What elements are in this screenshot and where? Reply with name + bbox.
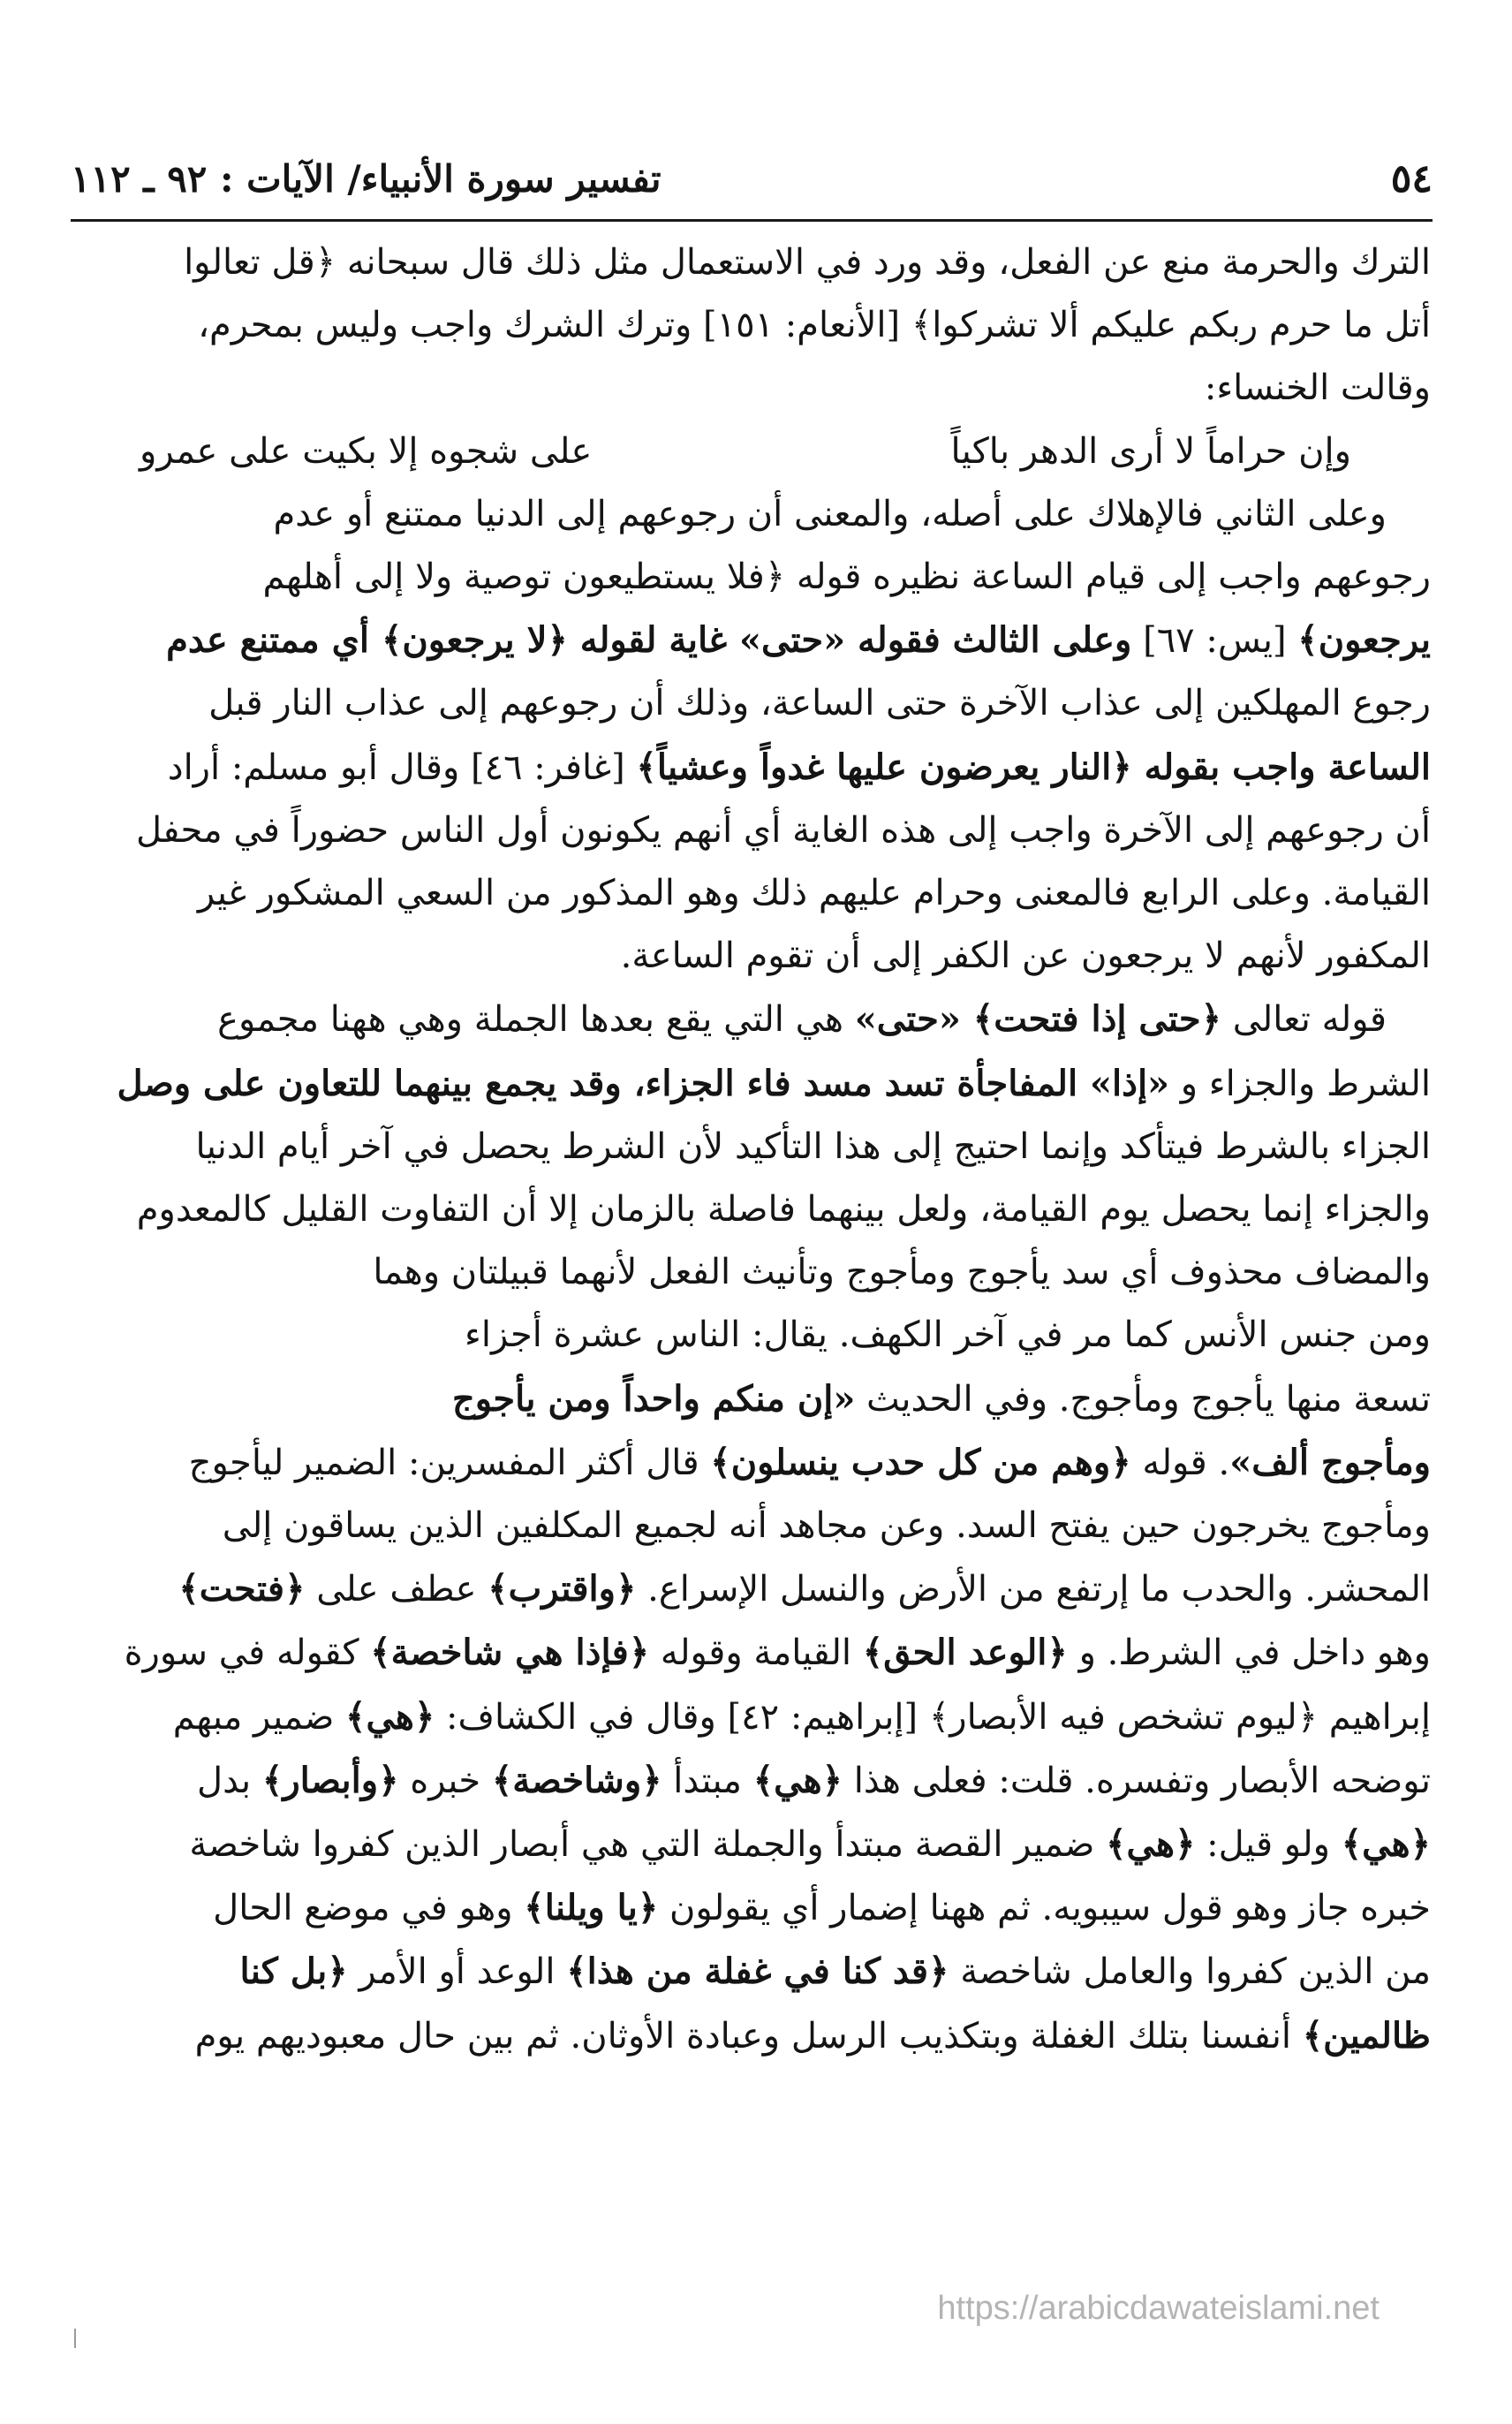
text-line: رجوعهم واجب إلى قيام الساعة نظيره قوله ﴿فلا يستطيعون توصية ولا إلى أهلهم <box>262 557 1431 598</box>
plain-text: تسعة منها يأجوج ومأجوج. وفي الحديث <box>855 1378 1431 1420</box>
plain-text: ولو قيل: <box>1195 1824 1342 1866</box>
plain-text: وهو في موضع الحال <box>213 1888 525 1929</box>
plain-text: المحشر. والحدب ما إرتفع من الأرض والنسل الإسراع. <box>636 1569 1431 1610</box>
quran-quote: ﴿هي﴾ <box>752 1759 843 1801</box>
plain-text: خبره جاز وهو قول سيبويه. ثم ههنا إضمار أي يقولون <box>658 1888 1431 1929</box>
quran-quote: ﴿فإذا هي شاخصة﴾ <box>370 1632 650 1674</box>
hadith-quote: ومأجوج ألف» <box>1229 1441 1431 1483</box>
plain-text: القيامة وقوله <box>649 1632 863 1674</box>
plain-text: قال أكثر المفسرين: الضمير ليأجوج <box>188 1442 711 1483</box>
text-line: القيامة. وعلى الرابع فالمعنى وحرام عليهم ذلك وهو المذكور من السعي المشكور غير <box>197 873 1431 914</box>
bold-text: وعلى الثالث فقوله «حتى» غاية لقوله ﴿لا يرجعون﴾ <box>381 619 1132 662</box>
text-line <box>78 1052 1431 1116</box>
plain-text: هي التي يقع بعدها الجملة وهي ههنا مجموع <box>217 999 855 1041</box>
running-title: تفسير سورة الأنبياء/ الآيات : ٩٢ ـ ١١٢ <box>71 157 662 201</box>
quran-quote: ﴿حتى إذا فتحت﴾ «حتى» <box>854 998 1221 1041</box>
plain-text: خبره <box>398 1760 492 1801</box>
watermark-url: https://arabicdawateislami.net <box>937 2290 1380 2327</box>
body-text <box>78 231 1431 2068</box>
quran-quote: ﴿وأبصار﴾ <box>261 1759 399 1801</box>
text-line <box>78 1813 1431 1876</box>
quran-quote: ﴿هي﴾ <box>345 1695 435 1738</box>
quran-quote: ﴿هي﴾ <box>1106 1823 1196 1866</box>
quran-quote: ﴿وشاخصة﴾ <box>491 1759 662 1801</box>
text-line: أتل ما حرم ربكم عليكم ألا تشركوا﴾ [الأنعام: ١٥١] وترك الشرك واجب وليس بمحرم، <box>198 305 1431 346</box>
plain-text: الشرط والجزاء و <box>1169 1063 1431 1104</box>
text-line <box>78 2004 1431 2068</box>
text-line <box>78 1876 1431 1940</box>
verse-first-hemistich: وإن حراماً لا أرى الدهر باكياً <box>950 430 1351 472</box>
quran-quote: ظالمين﴾ <box>1302 2014 1431 2057</box>
citation: [غافر: ٤٦] وقال أبو مسلم: أراد <box>167 746 637 788</box>
plain-text: ضمير مبهم <box>172 1696 345 1738</box>
quran-quote: ﴿وهم من كل حدب ينسلون﴾ <box>710 1441 1131 1483</box>
quran-quote: ﴿الوعد الحق﴾ <box>862 1632 1068 1674</box>
plain-text: من الذين كفروا والعامل شاخصة <box>949 1951 1431 1993</box>
text-line: رجوع المهلكين إلى عذاب الآخرة حتى الساعة، وذلك أن رجوعهم إلى عذاب النار قبل <box>208 683 1431 724</box>
header-rule <box>71 219 1433 222</box>
quran-quote: يرجعون﴾ <box>1297 619 1431 662</box>
text-line: وقالت الخنساء: <box>1204 367 1431 409</box>
text-line: ومأجوج يخرجون حين يفتح السد. وعن مجاهد أنه لجميع المكلفين الذين يساقون إلى <box>222 1505 1431 1547</box>
citation: [يس: ٦٧] <box>1131 620 1298 662</box>
quran-quote: ﴿فتحت﴾ <box>178 1568 306 1610</box>
plain-text: إبراهيم ﴿ليوم تشخص فيه الأبصار﴾ [إبراهيم: ٤٢] وقال في الكشاف: <box>435 1696 1431 1738</box>
plain-text: قوله تعالى <box>1221 999 1387 1041</box>
text-line: أن رجوعهم إلى الآخرة واجب إلى هذه الغاية أي أنهم يكونون أول الناس حضوراً في محفل <box>135 809 1431 851</box>
text-line: والمضاف محذوف أي سد يأجوج ومأجوج وتأنيث الفعل لأنهما قبيلتان وهما <box>373 1252 1431 1293</box>
text-line <box>78 1431 1431 1495</box>
plain-text: كقوله في سورة <box>124 1632 371 1674</box>
bold-text: أي ممتنع عدم <box>166 619 382 662</box>
text-line <box>78 609 1431 672</box>
text-line: وعلى الثاني فالإهلاك على أصله، والمعنى أن رجوعهم إلى الدنيا ممتنع أو عدم <box>273 493 1387 534</box>
plain-text: توضحه الأبصار وتفسره. قلت: فعلى هذا <box>843 1760 1431 1801</box>
plain-text: عطف على <box>305 1569 488 1610</box>
quran-quote: ﴿واقترب﴾ <box>488 1568 637 1610</box>
scan-mark <box>74 2329 76 2348</box>
text-line <box>78 1557 1431 1621</box>
text-line <box>78 1685 1431 1749</box>
text-line <box>78 1621 1431 1685</box>
quran-quote: ﴿هي﴾ <box>1341 1823 1431 1866</box>
plain-text: الوعد أو الأمر <box>347 1951 567 1993</box>
text-line <box>78 1940 1431 2004</box>
text-line: الترك والحرمة منع عن الفعل، وقد ورد في الاستعمال مثل ذلك قال سبحانه ﴿قل تعالوا <box>184 242 1431 283</box>
text-line <box>78 988 1431 1051</box>
hadith-quote: «إن منكم واحداً ومن يأجوج <box>451 1377 856 1420</box>
quran-quote: ﴿قد كنا في غفلة من هذا﴾ <box>566 1951 949 1993</box>
text-line <box>78 1749 1431 1813</box>
text-line <box>78 1367 1431 1431</box>
plain-text: وهو داخل في الشرط. و <box>1067 1632 1431 1674</box>
plain-text: أنفسنا بتلك الغفلة وبتكذيب الرسل وعبادة الأوثان. ثم بين حال معبوديهم يوم <box>194 2015 1303 2057</box>
page-number: ٥٤ <box>1390 156 1433 201</box>
text-line: الجزاء بالشرط فيتأكد وإنما احتيج إلى هذا التأكيد لأن الشرط يحصل في آخر أيام الدنيا <box>195 1125 1431 1167</box>
quran-quote: الساعة واجب بقوله ﴿النار يعرضون عليها غدواً وعشياً﴾ <box>636 746 1431 788</box>
plain-text: ضمير القصة مبتدأ والجملة التي هي أبصار الذين كفروا شاخصة <box>189 1824 1107 1866</box>
plain-text: مبتدأ <box>662 1760 753 1801</box>
page-header <box>71 148 1433 210</box>
text-line: المكفور لأنهم لا يرجعون عن الكفر إلى أن تقوم الساعة. <box>620 936 1431 977</box>
verse-second-hemistich: على شجوه إلا بكيت على عمرو <box>140 430 593 472</box>
text-line: ومن جنس الأنس كما مر في آخر الكهف. يقال: الناس عشرة أجزاء <box>465 1314 1431 1356</box>
bold-text: «إذا» المفاجأة تسد مسد فاء الجزاء، وقد يجمع بينهما للتعاون على وصل <box>117 1062 1170 1104</box>
quran-quote: ﴿بل كنا <box>239 1951 348 1993</box>
plain-text: بدل <box>197 1760 262 1801</box>
plain-text: . قوله <box>1130 1442 1230 1483</box>
poetry-verse <box>78 420 1431 483</box>
text-line: والجزاء إنما يحصل يوم القيامة، ولعل بينهما فاصلة بالزمان إلا أن التفاوت القليل كالمعدوم <box>136 1189 1431 1231</box>
text-line <box>78 736 1431 799</box>
quran-quote: ﴿يا ويلنا﴾ <box>524 1887 659 1929</box>
